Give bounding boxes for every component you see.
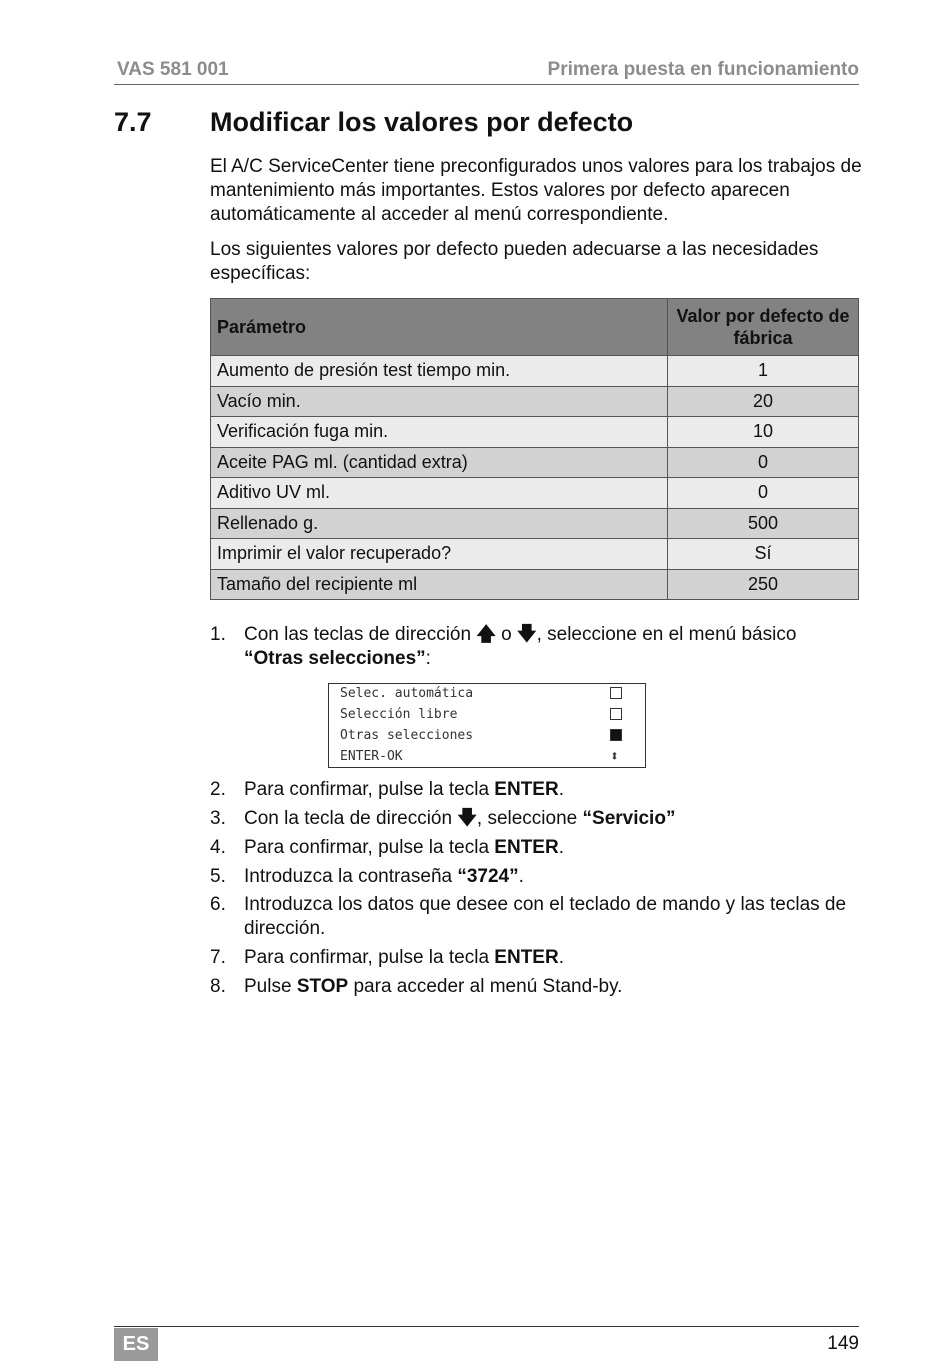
arrow-down-icon: 🡇 <box>457 808 477 829</box>
step-text-part: Con la tecla de dirección <box>244 808 458 829</box>
table-row <box>211 539 859 570</box>
parameter-cell: Vacío min. <box>211 386 668 417</box>
step-text-part: : <box>425 648 431 669</box>
parameter-cell: Aumento de presión test tiempo min. <box>211 356 668 387</box>
display-row-other <box>340 726 640 746</box>
table-row <box>211 569 859 600</box>
step-number: 3. <box>210 808 226 829</box>
parameter-cell: Rellenado g. <box>211 508 668 539</box>
step-text <box>244 975 864 999</box>
table-row <box>211 417 859 448</box>
step-text-part: . <box>558 837 564 858</box>
step-emphasis: STOP <box>296 976 349 997</box>
step-number: 7. <box>210 947 226 968</box>
table-row <box>211 447 859 478</box>
step-text <box>244 623 864 671</box>
display-label: ENTER-OK <box>340 749 403 764</box>
checkbox-filled-icon <box>610 729 622 741</box>
step-emphasis: “Otras selecciones” <box>244 648 426 669</box>
step-text-part: Con las teclas de dirección <box>244 624 472 645</box>
table-row <box>211 356 859 387</box>
step-text <box>244 946 864 970</box>
table-row <box>211 508 859 539</box>
value-cell: 1 <box>668 356 859 387</box>
step-emphasis: “3724” <box>457 866 519 887</box>
display-row-auto <box>340 684 640 704</box>
table-row <box>211 386 859 417</box>
step-number: 2. <box>210 779 226 800</box>
intro-paragraph-1: El A/C ServiceCenter tiene preconfigurados unos valores para los trabajos de mantenimiento más importantes. Estos valores por defecto aparecen automáticamente al acceder al menú correspondiente. <box>210 156 862 225</box>
step-text: Introduzca los datos que desee con el teclado de mando y las teclas de dirección. <box>244 894 847 939</box>
step-text <box>244 836 864 860</box>
step-number: 1. <box>210 624 226 645</box>
step-number: 8. <box>210 976 226 997</box>
header-rule <box>114 84 859 85</box>
step-emphasis: ENTER <box>494 837 559 858</box>
parameter-cell: Imprimir el valor recuperado? <box>211 539 668 570</box>
checkbox-empty-icon <box>610 708 622 720</box>
display-label: Otras selecciones <box>340 728 474 743</box>
step-text-part: Para confirmar, pulse la tecla <box>244 947 495 968</box>
step-text-part: . <box>558 947 564 968</box>
step-text-part: , seleccione en el menú básico <box>536 624 797 645</box>
language-badge: ES <box>114 1328 158 1361</box>
arrow-down-icon: 🡇 <box>517 624 537 645</box>
checkbox-empty-icon <box>610 687 622 699</box>
step-number: 4. <box>210 837 226 858</box>
step-text-part: Para confirmar, pulse la tecla <box>244 779 495 800</box>
column-header-default-value: Valor por defecto de fábrica <box>668 299 859 356</box>
intro-paragraph-2: Los siguientes valores por defecto pueden adecuarse a las necesidades específicas: <box>210 239 819 284</box>
footer-rule <box>114 1326 859 1327</box>
step-text-part: Para confirmar, pulse la tecla <box>244 837 495 858</box>
section-number: 7.7 <box>114 107 152 137</box>
value-cell: 0 <box>668 447 859 478</box>
section-title: Modificar los valores por defecto <box>210 107 634 137</box>
column-header-parameter: Parámetro <box>211 299 668 356</box>
display-row-free <box>340 705 640 725</box>
value-cell: 250 <box>668 569 859 600</box>
table-row <box>211 478 859 509</box>
header-chapter: Primera puesta en funcionamiento <box>547 59 859 80</box>
step-text-part: . <box>518 866 524 887</box>
step-text-part: o <box>495 624 518 645</box>
step-number: 5. <box>210 866 226 887</box>
value-cell: 10 <box>668 417 859 448</box>
step-emphasis: “Servicio” <box>582 808 676 829</box>
parameter-cell: Tamaño del recipiente ml <box>211 569 668 600</box>
step-text-part: . <box>558 779 564 800</box>
display-label: Selec. automática <box>340 686 474 701</box>
step-emphasis: ENTER <box>494 947 559 968</box>
step-text-part: Pulse <box>244 976 297 997</box>
step-text <box>244 778 864 802</box>
value-cell: 20 <box>668 386 859 417</box>
parameter-cell: Aceite PAG ml. (cantidad extra) <box>211 447 668 478</box>
display-row-enter <box>340 747 640 767</box>
default-values-table <box>210 298 859 600</box>
page-number: 149 <box>827 1333 859 1354</box>
step-text-part: Introduzca la contraseña <box>244 866 458 887</box>
parameter-cell: Verificación fuga min. <box>211 417 668 448</box>
up-down-arrow-icon: ⬍ <box>610 747 620 765</box>
value-cell: 500 <box>668 508 859 539</box>
step-text-part: para acceder al menú Stand-by. <box>348 976 623 997</box>
step-number: 6. <box>210 894 226 915</box>
display-label: Selección libre <box>340 707 458 722</box>
value-cell: Sí <box>668 539 859 570</box>
step-text <box>244 865 864 889</box>
step-text-part: , seleccione <box>476 808 583 829</box>
table-header-row <box>211 299 859 356</box>
arrow-up-icon: 🡅 <box>476 624 496 645</box>
value-cell: 0 <box>668 478 859 509</box>
header-doc-id: VAS 581 001 <box>117 59 229 80</box>
step-text <box>244 807 864 831</box>
device-display <box>328 683 646 768</box>
parameter-cell: Aditivo UV ml. <box>211 478 668 509</box>
step-emphasis: ENTER <box>494 779 559 800</box>
